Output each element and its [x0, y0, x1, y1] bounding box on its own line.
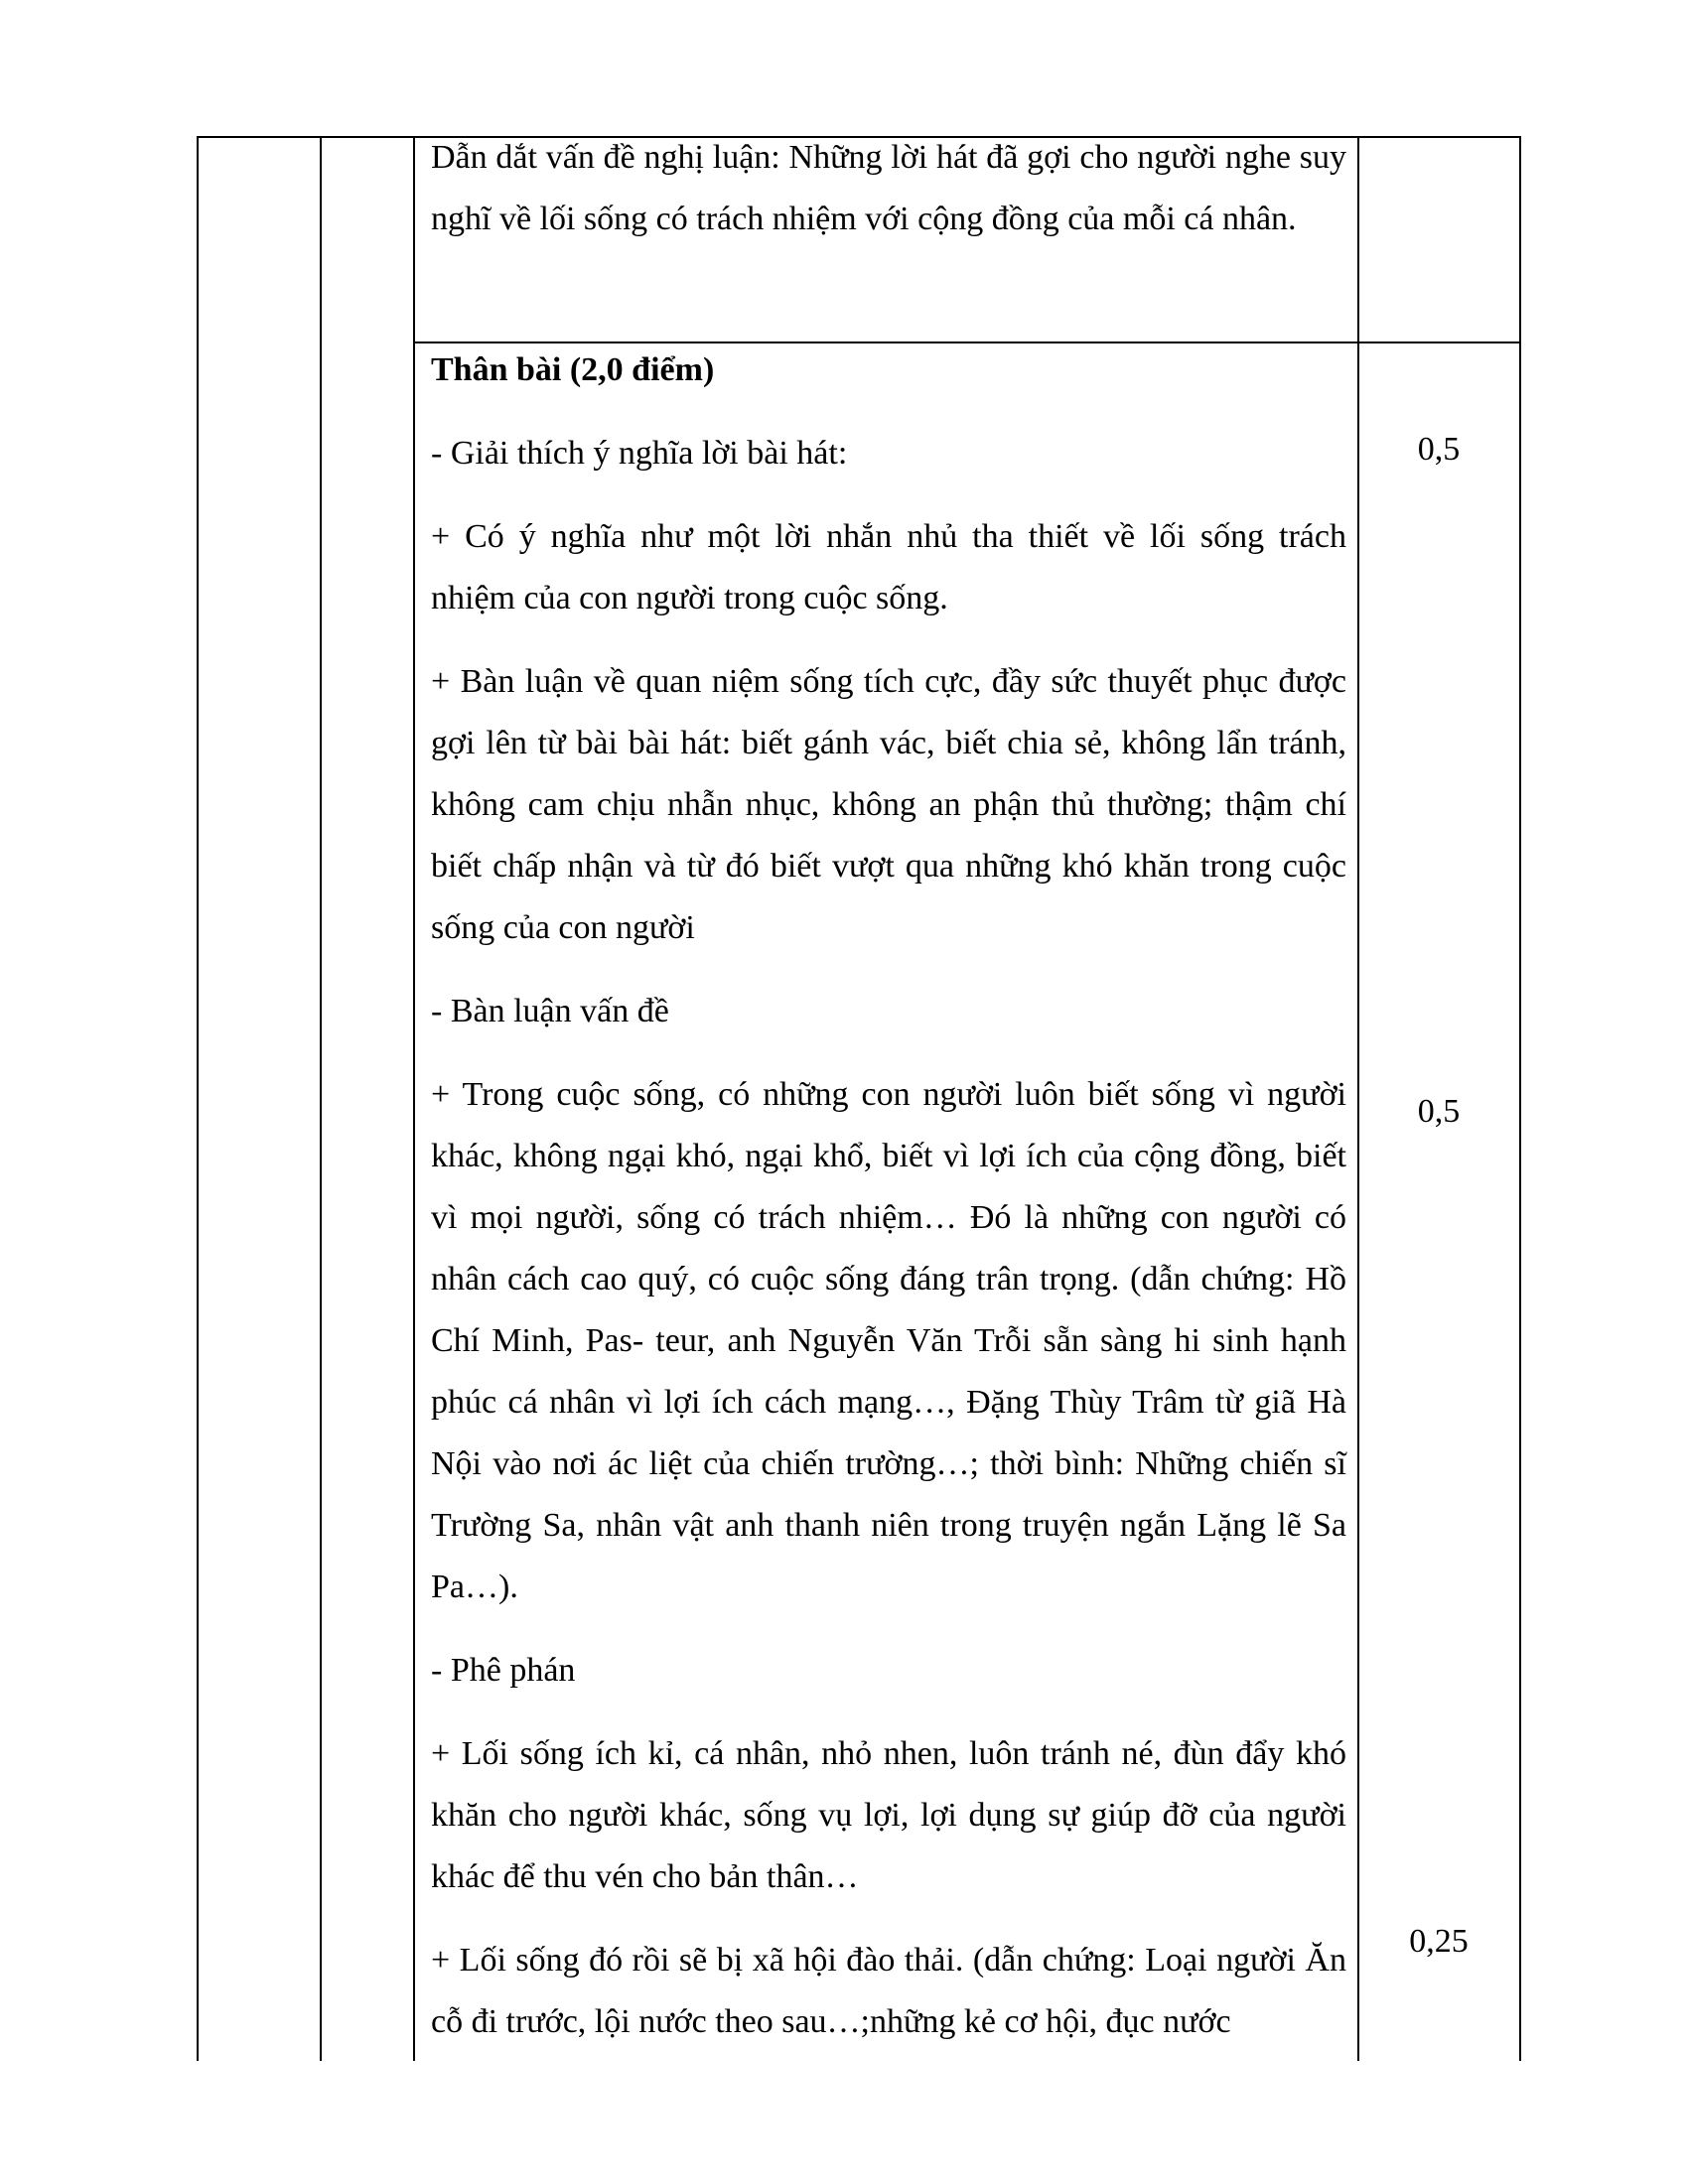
intro-text: Dẫn dắt vấn đề nghị luận: Những lời hát đã gợi cho người nghe suy nghĩ về lối sống có trách nhiệm với cộng đồng của mỗi cá nhân. [431, 139, 1346, 237]
discuss-heading: - Bàn luận vấn đề [431, 993, 669, 1029]
score-critique: 0,25 [1409, 1923, 1469, 1960]
explain-point-1: + Có ý nghĩa như một lời nhắn nhủ tha thiết về lối sống trách nhiệm của con người trong cuộc sống. [431, 518, 1346, 616]
discuss-point: + Trong cuộc sống, có những con người luôn biết sống vì người khác, không ngại khó, ngại khổ, biết vì lợi ích của cộng đồng, biết vì mọi người, sống có trách nhiệm… Đó là những con người có nhân cách cao quý, có cuộc sống đáng trân trọng. (dẫn chứng: Hồ Chí Minh, Pas- teur, anh Nguyễn Văn Trỗi sẵn sàng hi sinh hạnh phúc cá nhân vì lợi ích cách mạng…, Đặng Thùy Trâm từ giã Hà Nội vào nơi ác liệt của chiến trường…; thời bình: Những chiến sĩ Trường Sa, nhân vật anh thanh niên trong truyện ngắn Lặng lẽ Sa Pa…). [431, 1076, 1346, 1605]
body-cell [431, 340, 1346, 2053]
score-discuss: 0,5 [1417, 1093, 1461, 1130]
score-explain: 0,5 [1417, 431, 1461, 468]
column-border-3 [413, 137, 415, 2061]
column-border-1 [197, 137, 199, 2061]
critique-point-2: + Lối sống đó rồi sẽ bị xã hội đào thải. (dẫn chứng: Loại người Ăn cỗ đi trước, lội nước theo sau…;những kẻ cơ hội, đục nước [431, 1942, 1346, 2040]
explain-point-2: + Bàn luận về quan niệm sống tích cực, đầy sức thuyết phục được gợi lên từ bài bài hát: biết gánh vác, biết chia sẻ, không lẩn tránh, không cam chịu nhẫn nhục, không an phận thủ thường; thậm chí biết chấp nhận và từ đó biết vượt qua những khó khăn trong cuộc sống của con người [431, 663, 1346, 946]
critique-heading: - Phê phán [431, 1652, 576, 1689]
intro-cell [431, 127, 1346, 250]
column-border-2 [320, 137, 322, 2061]
explain-heading: - Giải thích ý nghĩa lời bài hát: [431, 435, 848, 472]
critique-point-1: + Lối sống ích kỉ, cá nhân, nhỏ nhen, luôn tránh né, đùn đẩy khó khăn cho người khác, sống vụ lợi, lợi dụng sự giúp đỡ của người khác để thu vén cho bản thân… [431, 1735, 1346, 1895]
column-border-5 [1519, 137, 1521, 2061]
section-title: Thân bài (2,0 điểm) [431, 351, 715, 388]
